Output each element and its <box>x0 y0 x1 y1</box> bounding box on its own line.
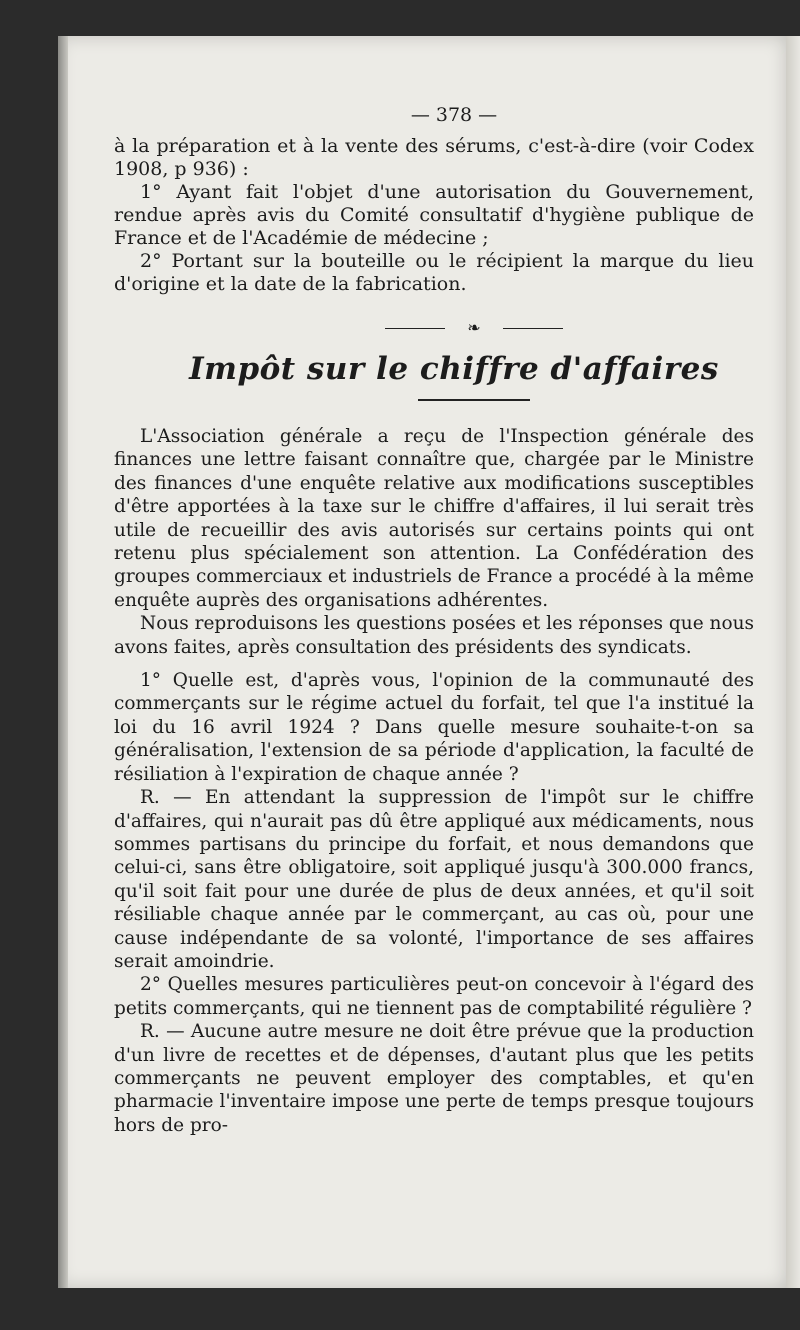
section-body <box>114 425 754 1137</box>
question-paragraph: 1° Quelle est, d'après vous, l'opinion de la communauté des commerçants sur le régime actuel du forfait, tel que l'a institué la loi du 16 avril 1924 ? Dans quelle mesure souhaite-t-on sa généralisation, l'extension de sa période d'application, la faculté de résiliation à l'expiration de chaque année ? <box>114 670 754 785</box>
section-ornament <box>385 318 563 337</box>
body-paragraph: Nous reproduisons les questions posées et les réponses que nous avons faites, après consultation des présidents des syndicats. <box>114 613 754 658</box>
page-edge <box>786 36 800 1288</box>
body-paragraph: L'Association générale a reçu de l'Inspection générale des finances une lettre faisant connaître que, chargée par le Ministre des finances d'une enquête relative aux modifications susceptibles d'être apportées à la taxe sur le chiffre d'affaires, il lui serait très utile de recueillir des avis autorisés sur certains points qui ont retenu plus spécialement son attention. La Confédération des groupes commerciaux et industriels de France a procédé à la même enquête auprès des organisations adhérentes. <box>114 426 754 611</box>
ornament-flourish-icon: ❧ <box>467 318 481 337</box>
intro-paragraph: à la préparation et à la vente des sérums, c'est-à-dire (voir Codex 1908, p 936) : <box>114 135 754 180</box>
intro-paragraph: 1° Ayant fait l'objet d'une autorisation du Gouvernement, rendue après avis du Comité consultatif d'hygiène publique de France et de l'Académie de médecine ; <box>114 181 754 249</box>
intro-paragraph: 2° Portant sur la bouteille ou le récipient la marque du lieu d'origine et la date de la fabrication. <box>114 250 754 295</box>
answer-paragraph: R. — En attendant la suppression de l'impôt sur le chiffre d'affaires, qui n'aurait pas dû être appliqué aux médicaments, nous sommes partisans du principe du forfait, et nous demandons que celui-ci, sans être obligatoire, soit appliqué jusqu'à 300.000 francs, qu'il soit fait pour une durée de plus de deux années, et qu'il soit résiliable chaque année par le commerçant, au cas où, pour une cause indépendante de sa volonté, l'importance de ses affaires serait amoindrie. <box>114 787 754 972</box>
question-paragraph: 2° Quelles mesures particulières peut-on concevoir à l'égard des petits commerçants, qui ne tiennent pas de comptabilité régulière ? <box>114 974 754 1019</box>
page-number: — 378 — <box>410 104 498 126</box>
page-content <box>114 104 754 1137</box>
title-rule <box>418 399 530 401</box>
section-title: Impôt sur le chiffre d'affaires <box>189 351 719 387</box>
answer-paragraph: R. — Aucune autre mesure ne doit être prévue que la production d'un livre de recettes et de dépenses, d'autant plus que les petits commerçants ne peuvent employer des comptables, et qu'en pharmacie l'inventaire impose une perte de temps presque toujours hors de pro- <box>114 1021 754 1136</box>
page-gutter <box>58 36 68 1288</box>
